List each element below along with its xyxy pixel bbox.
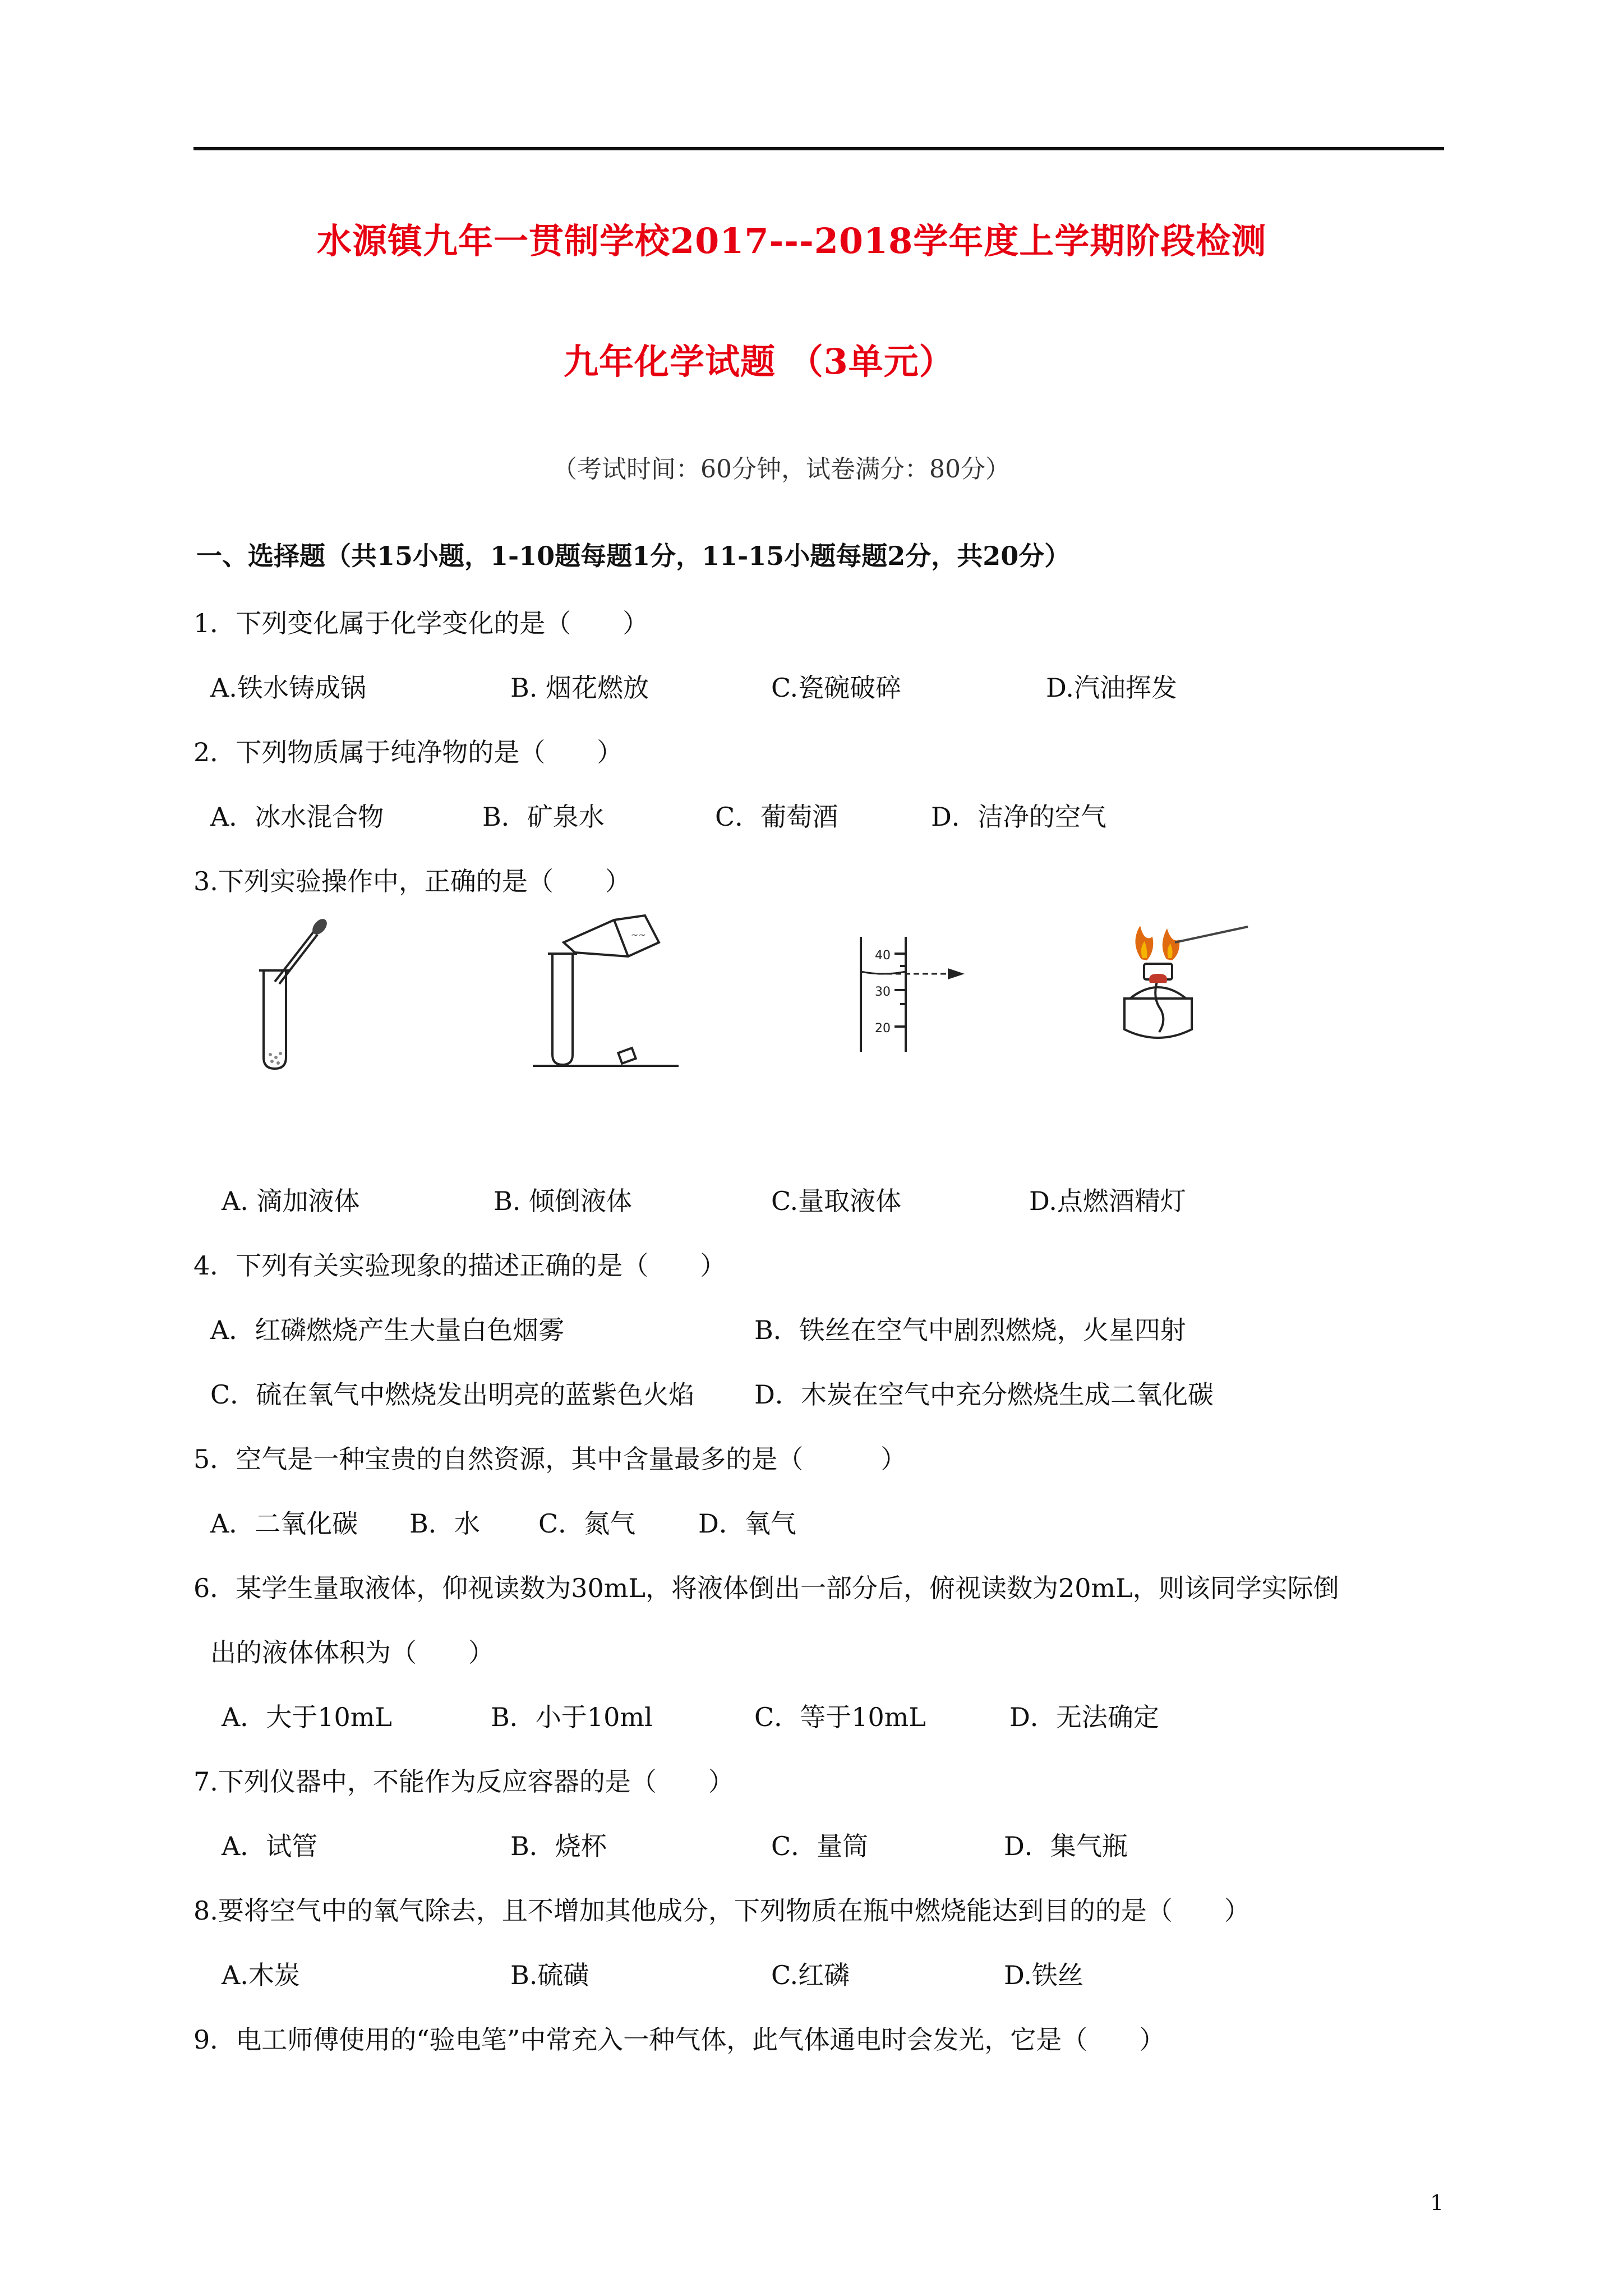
page-title: 水源镇九年一贯制学校2017---2018学年度上学期阶段检测 (317, 220, 1267, 261)
question-7-option-d: D．集气瓶 (1004, 1831, 1128, 1861)
section-heading: 一、选择题（共15小题，1-10题每题1分，11-15小题每题2分，共20分） (196, 541, 1071, 571)
page-number: 1 (1430, 2191, 1444, 2215)
question-7-option-a: A．试管 (222, 1831, 318, 1861)
question-4-option-c: C．硫在氧气中燃烧发出明亮的蓝紫色火焰 (210, 1379, 695, 1410)
question-8-option-d: D.铁丝 (1004, 1960, 1083, 1990)
question-6-option-a: A．大于10mL (222, 1702, 392, 1732)
question-9-stem: 9．电工师傅使用的“验电笔”中常充入一种气体，此气体通电时会发光，它是（ ） (193, 2024, 1165, 2055)
question-1-option-c: C.瓷碗破碎 (771, 673, 902, 703)
question-6-stem-continued: 出的液体体积为（ ） (210, 1637, 494, 1668)
question-7-option-c: C．量筒 (771, 1831, 869, 1861)
cylinder-label-30: 30 (875, 985, 891, 999)
pouring-liquid-figure (530, 903, 687, 1071)
question-1-option-b: B. 烟花燃放 (510, 673, 649, 703)
alcohol-lamp-figure (1113, 920, 1259, 1060)
question-4-option-a: A．红磷燃烧产生大量白色烟雾 (210, 1315, 565, 1345)
question-2-stem: 2．下列物质属于纯净物的是（ ） (193, 737, 623, 767)
question-8-option-b: B.硫磺 (510, 1960, 589, 1990)
question-3-stem: 3.下列实验操作中，正确的是（ ） (193, 866, 631, 896)
cylinder-label-20: 20 (875, 1022, 891, 1036)
exam-info: （考试时间：60分钟，试卷满分：80分） (552, 455, 1010, 484)
question-5-option-d: D．氧气 (698, 1508, 796, 1539)
question-2-option-a: A．冰水混合物 (210, 802, 384, 832)
question-7-stem: 7.下列仪器中，不能作为反应容器的是（ ） (193, 1766, 734, 1797)
question-1-stem: 1．下列变化属于化学变化的是（ ） (193, 608, 649, 638)
question-5-option-c: C．氮气 (538, 1508, 636, 1539)
header-rule (193, 147, 1444, 150)
question-3-option-d: D.点燃酒精灯 (1029, 1186, 1186, 1216)
question-8-stem: 8.要将空气中的氧气除去，且不增加其他成分，下列物质在瓶中燃烧能达到目的的是（ ） (193, 1895, 1250, 1926)
question-6-option-c: C．等于10mL (754, 1702, 926, 1732)
question-3-option-b: B. 倾倒液体 (494, 1186, 633, 1216)
question-6-option-b: B．小于10ml (491, 1702, 653, 1732)
dropping-liquid-figure (247, 914, 348, 1077)
question-4-stem: 4．下列有关实验现象的描述正确的是（ ） (193, 1250, 726, 1281)
question-3-option-c: C.量取液体 (771, 1186, 902, 1216)
question-8-option-a: A.木炭 (222, 1960, 300, 1990)
question-6-option-d: D．无法确定 (1009, 1702, 1159, 1732)
question-1-option-d: D.汽油挥发 (1046, 673, 1177, 703)
cylinder-label-40: 40 (875, 949, 891, 963)
page-subtitle: 九年化学试题 （3单元） (564, 341, 955, 382)
question-2-option-d: D．洁净的空气 (931, 802, 1106, 832)
measuring-cylinder-figure (838, 931, 979, 1060)
question-3-option-a: A. 滴加液体 (222, 1186, 360, 1216)
question-2-option-b: B．矿泉水 (482, 802, 605, 832)
question-2-option-c: C．葡萄酒 (715, 802, 838, 832)
question-8-option-c: C.红磷 (771, 1960, 850, 1990)
question-5-option-b: B．水 (409, 1508, 480, 1539)
svg-text:~~: ~~ (631, 930, 646, 940)
question-5-option-a: A．二氧化碳 (210, 1508, 358, 1539)
question-4-option-d: D．木炭在空气中充分燃烧生成二氧化碳 (754, 1379, 1214, 1410)
question-6-stem: 6．某学生量取液体，仰视读数为30mL，将液体倒出一部分后，俯视读数为20mL，则该同学实际倒 (193, 1573, 1339, 1603)
question-5-stem: 5．空气是一种宝贵的自然资源，其中含量最多的是（ ） (193, 1444, 907, 1474)
question-4-option-b: B．铁丝在空气中剧烈燃烧，火星四射 (754, 1315, 1186, 1345)
question-7-option-b: B．烧杯 (510, 1831, 607, 1861)
question-1-option-a: A.铁水铸成锅 (210, 673, 366, 703)
